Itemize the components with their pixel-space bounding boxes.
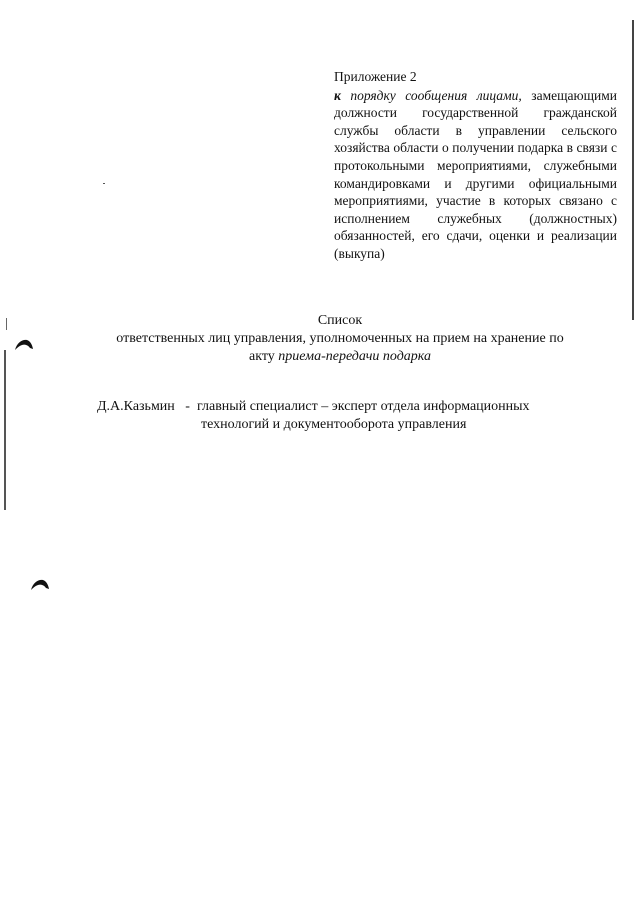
appendix-lead-k: к: [334, 87, 341, 103]
punch-hole-mark-bottom: [30, 578, 50, 591]
list-subtitle-line2: [90, 348, 590, 366]
responsible-person: [97, 398, 617, 434]
person-name: Д.А.Казьмин: [97, 399, 175, 414]
person-role-line2: технологий и документооборота управления: [201, 417, 467, 432]
list-title: Список: [317, 313, 363, 328]
appendix-title: Приложение 2: [334, 69, 417, 84]
scan-edge-line-left: [4, 350, 6, 510]
appendix-lead-italic: порядку сообщения лицами,: [350, 87, 522, 103]
scan-dot: [103, 183, 105, 184]
person-role-line1: главный специалист – эксперт отдела информационных: [196, 399, 530, 414]
appendix-body: замещающими должности государственной гражданской службы области в управлении сельского хозяйства области о получении подарка в связи с протокольными мероприятиями, служебными командировками и другими официальными мероприятиями, участие в которых связано с исполнением служебных (должностных) обязанностей, его сдачи, оценки и реализации (выкупа): [334, 87, 617, 261]
list-subtitle-italic: приема-передачи подарка: [278, 349, 431, 364]
person-line-1: [97, 398, 617, 416]
list-subtitle-line1: ответственных лиц управления, уполномоченных на прием на хранение по: [116, 331, 564, 346]
scan-edge-line-right: [632, 20, 634, 320]
person-dash: -: [185, 399, 190, 414]
appendix-text: [334, 87, 617, 263]
list-subtitle-plain: акту: [249, 349, 279, 364]
punch-hole-mark-top: [14, 338, 34, 351]
appendix-block: [334, 68, 617, 263]
scan-edge-tick-left: [6, 318, 7, 330]
list-heading: [90, 312, 590, 366]
